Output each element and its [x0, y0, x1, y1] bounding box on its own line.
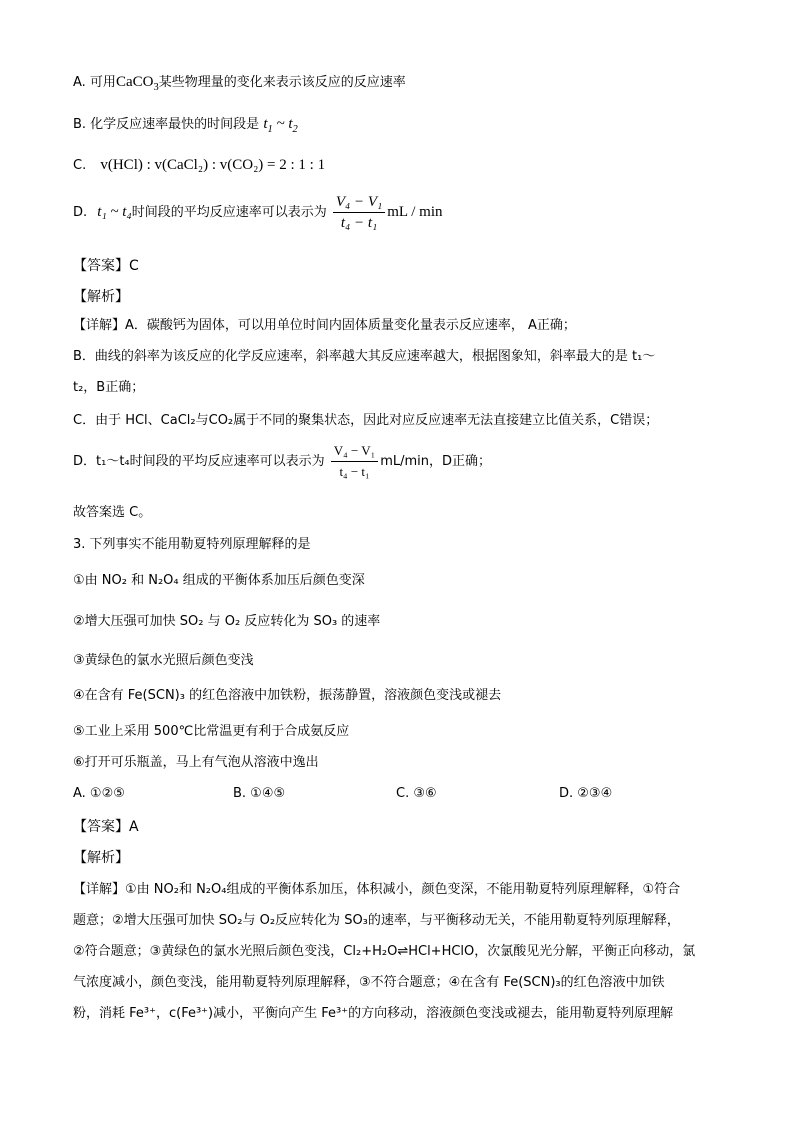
caco3-formula: CaCO$_3$	[115, 74, 159, 93]
rate-unit: mL / min	[387, 204, 443, 220]
q2-option-d	[73, 192, 443, 234]
q2-option-a	[73, 72, 406, 98]
q3-detail-3: ②符合题意；③黄绿色的氯水光照后颜色变浅，Cl₂+H₂O⇌HCl+HClO，次氯酸见光分解，平衡正向移动，氯	[73, 944, 696, 959]
q2-detail-2: B．曲线的斜率为该反应的化学反应速率，斜率越大其反应速率越大，根据图象知，斜率最大的是 t₁～	[73, 349, 656, 364]
q3-item-6: ⑥打开可乐瓶盖，马上有气泡从溶液中逸出	[73, 755, 319, 770]
q2-option-c-label: C.	[73, 158, 87, 173]
q3-option-d: D. ②③④	[559, 786, 613, 801]
q3-item-4: ④在含有 Fe(SCN)₃ 的红色溶液中加铁粉，振荡静置，溶液颜色变浅或褪去	[73, 688, 502, 703]
q3-item-1: ①由 NO₂ 和 N₂O₄ 组成的平衡体系加压后颜色变深	[73, 573, 365, 588]
q3-option-a: A. ①②⑤	[73, 786, 125, 801]
q2-option-c	[73, 155, 325, 176]
q3-detail-5: 粉，消耗 Fe³⁺，c(Fe³⁺)减小，平衡向产生 Fe³⁺的方向移动，溶液颜色变浅或褪去，能用勒夏特列原理解	[73, 1006, 674, 1021]
q3-detail-4: 气浓度减小，颜色变浅，能用勒夏特列原理解释，③不符合题意；④在含有 Fe(SCN)₃的红色溶液中加铁	[73, 975, 665, 990]
q3-item-2: ②增大压强可加快 SO₂ 与 O₂ 反应转化为 SO₃ 的速率	[73, 614, 381, 629]
q2-option-a-prefix: A. 可用	[73, 75, 116, 90]
rate-ratio-expression: v(HCl) : v(CaCl₂) : v(CO₂) = 2 : 1 : 1	[100, 157, 326, 173]
q3-detail-1: 【详解】①由 NO₂和 N₂O₄组成的平衡体系加压，体积减小，颜色变深，不能用勒夏特列原理解释，①符合	[73, 882, 681, 897]
q2-option-b-text: B. 化学反应速率最快的时间段是	[73, 117, 260, 132]
time-range: $t_1$ ~ $t_2$	[263, 116, 298, 135]
rate-fraction: $\frac{\text{V₄ − V₁}}{\text{t₄ − t₁}}$	[333, 193, 385, 232]
q2-option-d-text: 时间段的平均反应速率可以表示为	[131, 205, 327, 220]
q2-analysis-heading: 【解析】	[73, 289, 129, 305]
q3-option-c: C. ③⑥	[396, 786, 437, 801]
q3-item-5: ⑤工业上采用 500℃比常温更有利于合成氨反应	[73, 724, 350, 739]
q2-option-d-label: D.	[73, 205, 88, 220]
q2-detail-5: D．t₁～t₄时间段的平均反应速率可以表示为 $\frac{\text{V₄ − V₁}}{\text{t₄ − t₁}}$ mL/min，D正确；	[73, 443, 492, 479]
q3-options	[73, 786, 733, 806]
q3-answer: 【答案】A	[73, 819, 139, 835]
q2-option-a-text: 某些物理量的变化来表示该反应的反应速率	[158, 75, 406, 90]
q2-detail-4: C．由于 HCl、CaCl₂与CO₂属于不同的聚集状态，因此对应反应速率无法直接建立比值关系，C错误；	[73, 413, 659, 428]
q2-option-b	[73, 114, 298, 140]
q2-detail-3: t₂，B正确；	[73, 380, 145, 395]
q2-conclusion: 故答案选 C。	[73, 505, 152, 520]
time-range-t1-t4: t₁ ~ t₄	[97, 204, 132, 220]
q3-option-b: B. ①④⑤	[233, 786, 286, 801]
q3-item-3: ③黄绿色的氯水光照后颜色变浅	[73, 653, 254, 668]
q2-detail-1: 【详解】A．碳酸钙为固体，可以用单位时间内固体质量变化量表示反应速率， A正确；	[73, 318, 576, 333]
detail-rate-fraction: $\frac{\text{V₄ − V₁}}{\text{t₄ − t₁}}$	[331, 442, 378, 481]
q2-answer: 【答案】C	[73, 258, 139, 274]
q3-stem: 3. 下列事实不能用勒夏特列原理解释的是	[73, 537, 311, 552]
q3-analysis-heading: 【解析】	[73, 850, 129, 866]
q3-detail-2: 题意；②增大压强可加快 SO₂与 O₂反应转化为 SO₃的速率，与平衡移动无关，不能用勒夏特列原理解释，	[73, 913, 680, 928]
